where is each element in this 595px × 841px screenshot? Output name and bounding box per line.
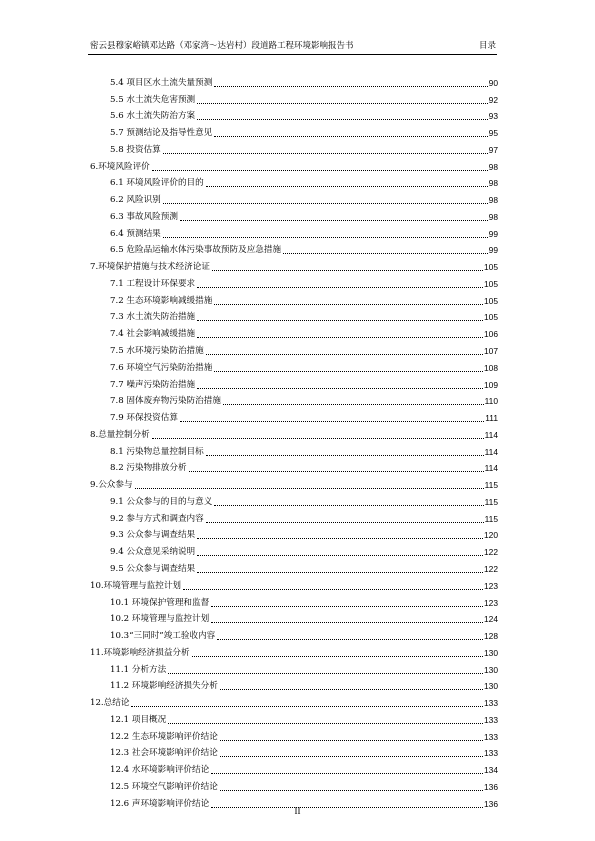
toc-entry-page: 90 bbox=[488, 77, 498, 88]
toc-entry-page: 115 bbox=[484, 496, 498, 507]
toc-entry[interactable] bbox=[88, 625, 498, 642]
toc-entry[interactable] bbox=[88, 357, 498, 374]
toc-entry[interactable] bbox=[88, 173, 498, 190]
toc-entry-title: 9.公众参与 bbox=[90, 480, 133, 491]
toc-entry[interactable] bbox=[88, 525, 498, 542]
toc-entry-title: 7.3 水土流失防治措施 bbox=[110, 312, 196, 323]
dot-leader bbox=[217, 638, 483, 640]
toc-entry[interactable] bbox=[88, 290, 498, 307]
toc-entry-page: 123 bbox=[484, 580, 498, 591]
toc-entry-page: 124 bbox=[484, 614, 498, 625]
toc-entry-title: 7.4 社会影响减缓措施 bbox=[110, 329, 196, 340]
dot-leader bbox=[180, 420, 484, 422]
toc-entry-title: 9.1 公众参与的目的与意义 bbox=[110, 496, 213, 507]
toc-entry-page: 136 bbox=[484, 798, 498, 809]
toc-entry-page: 115 bbox=[484, 480, 498, 491]
toc-entry-title: 12.6 声环境影响评价结论 bbox=[110, 798, 210, 809]
dot-leader bbox=[168, 672, 483, 674]
toc-entry-title: 10.环境管理与监控计划 bbox=[90, 580, 182, 591]
toc-entry-page: 97 bbox=[488, 144, 498, 155]
toc-entry-title: 10.3“三同时”竣工验收内容 bbox=[110, 631, 216, 642]
toc-entry-page: 114 bbox=[484, 446, 498, 457]
dot-leader bbox=[192, 655, 483, 657]
toc-entry[interactable] bbox=[88, 139, 498, 156]
dot-leader bbox=[183, 588, 483, 590]
toc-entry[interactable] bbox=[88, 307, 498, 324]
toc-entry-page: 99 bbox=[488, 228, 498, 239]
dot-leader bbox=[206, 353, 483, 355]
toc-entry-page: 130 bbox=[484, 681, 498, 692]
toc-entry-title: 7.2 生态环境影响减缓措施 bbox=[110, 295, 213, 306]
dot-leader bbox=[197, 537, 483, 539]
toc-entry-title: 5.6 水土流失防治方案 bbox=[110, 111, 196, 122]
toc-entry-page: 105 bbox=[484, 312, 498, 323]
toc-entry-page: 95 bbox=[488, 128, 498, 139]
toc-entry-title: 12.4 水环境影响评价结论 bbox=[110, 765, 210, 776]
toc-entry-page: 114 bbox=[484, 429, 498, 440]
dot-leader bbox=[197, 319, 483, 321]
toc-entry[interactable] bbox=[88, 776, 498, 793]
dot-leader bbox=[197, 336, 483, 338]
toc-entry[interactable] bbox=[88, 458, 498, 475]
dot-leader bbox=[220, 755, 483, 757]
dot-leader bbox=[197, 118, 488, 120]
toc-entry-page: 130 bbox=[484, 664, 498, 675]
toc-entry-page: 99 bbox=[488, 245, 498, 256]
toc-entry[interactable] bbox=[88, 558, 498, 575]
toc-entry-title: 12.3 社会环境影响评价结论 bbox=[110, 748, 218, 759]
dot-leader bbox=[211, 772, 483, 774]
table-of-contents bbox=[88, 72, 498, 810]
dot-leader bbox=[197, 554, 483, 556]
toc-entry[interactable] bbox=[88, 189, 498, 206]
dot-leader bbox=[163, 152, 488, 154]
toc-entry-title: 7.6 环境空气污染防治措施 bbox=[110, 362, 213, 373]
toc-entry-title: 6.4 预测结果 bbox=[110, 228, 161, 239]
toc-entry-page: 106 bbox=[484, 329, 498, 340]
toc-entry-title: 12.总结论 bbox=[90, 698, 130, 709]
toc-entry-page: 98 bbox=[488, 178, 498, 189]
toc-entry[interactable] bbox=[88, 72, 498, 89]
toc-entry-page: 122 bbox=[484, 547, 498, 558]
toc-entry-page: 136 bbox=[484, 781, 498, 792]
toc-entry-page: 122 bbox=[484, 563, 498, 574]
dot-leader bbox=[214, 370, 483, 372]
toc-entry-title: 12.1 项目概况 bbox=[110, 714, 167, 725]
toc-entry-page: 105 bbox=[484, 262, 498, 273]
toc-entry[interactable] bbox=[88, 340, 498, 357]
dot-leader bbox=[197, 571, 483, 573]
toc-entry-title: 7.5 水环境污染防治措施 bbox=[110, 346, 204, 357]
toc-entry-page: 98 bbox=[488, 161, 498, 172]
toc-entry-page: 120 bbox=[484, 530, 498, 541]
dot-leader bbox=[214, 85, 487, 87]
toc-entry[interactable] bbox=[88, 206, 498, 223]
toc-entry-title: 7.环境保护措施与技术经济论证 bbox=[90, 262, 210, 273]
toc-entry-page: 98 bbox=[488, 195, 498, 206]
dot-leader bbox=[152, 169, 488, 171]
toc-entry-title: 7.7 噪声污染防治措施 bbox=[110, 379, 196, 390]
toc-entry-title: 11.2 环境影响经济损失分析 bbox=[110, 681, 218, 692]
toc-entry-title: 5.4 项目区水土流失量预测 bbox=[110, 77, 213, 88]
dot-leader bbox=[180, 219, 488, 221]
toc-entry-title: 8.2 污染物排放分析 bbox=[110, 463, 187, 474]
toc-entry-page: 105 bbox=[484, 295, 498, 306]
toc-entry-title: 7.1 工程设计环保要求 bbox=[110, 278, 196, 289]
dot-leader bbox=[211, 605, 483, 607]
toc-entry[interactable] bbox=[88, 106, 498, 123]
toc-entry[interactable] bbox=[88, 726, 498, 743]
toc-entry-page: 111 bbox=[485, 413, 498, 424]
toc-entry[interactable] bbox=[88, 575, 498, 592]
toc-entry[interactable] bbox=[88, 541, 498, 558]
toc-entry[interactable] bbox=[88, 709, 498, 726]
toc-entry[interactable] bbox=[88, 759, 498, 776]
toc-entry-page: 107 bbox=[484, 346, 498, 357]
toc-entry-title: 9.5 公众参与调查结果 bbox=[110, 563, 196, 574]
toc-entry[interactable] bbox=[88, 692, 498, 709]
toc-entry[interactable] bbox=[88, 441, 498, 458]
dot-leader bbox=[152, 437, 484, 439]
dot-leader bbox=[135, 487, 484, 489]
toc-entry-title: 10.1 环境保护管理和监督 bbox=[110, 597, 210, 608]
toc-entry[interactable] bbox=[88, 240, 498, 257]
toc-entry[interactable] bbox=[88, 374, 498, 391]
toc-entry[interactable] bbox=[88, 391, 498, 408]
toc-entry[interactable] bbox=[88, 642, 498, 659]
toc-entry[interactable] bbox=[88, 407, 498, 424]
toc-entry-page: 98 bbox=[488, 211, 498, 222]
toc-entry-title: 8.1 污染物总量控制目标 bbox=[110, 446, 204, 457]
dot-leader bbox=[197, 387, 483, 389]
toc-entry-page: 133 bbox=[484, 731, 498, 742]
dot-leader bbox=[189, 470, 484, 472]
page-number: II bbox=[294, 806, 301, 816]
toc-entry-page: 105 bbox=[484, 278, 498, 289]
section-name: 目录 bbox=[478, 41, 496, 51]
toc-entry[interactable] bbox=[88, 609, 498, 626]
toc-entry-page: 109 bbox=[484, 379, 498, 390]
toc-entry-page: 134 bbox=[484, 765, 498, 776]
dot-leader bbox=[214, 303, 483, 305]
dot-leader bbox=[131, 705, 483, 707]
dot-leader bbox=[220, 688, 483, 690]
toc-entry-title: 5.5 水土流失危害预测 bbox=[110, 94, 196, 105]
toc-entry-title: 10.2 环境管理与监控计划 bbox=[110, 614, 210, 625]
toc-entry-page: 110 bbox=[484, 396, 498, 407]
toc-entry[interactable] bbox=[88, 256, 498, 273]
dot-leader bbox=[197, 102, 488, 104]
toc-entry-title: 6.1 环境风险评价的目的 bbox=[110, 178, 204, 189]
toc-entry-page: 123 bbox=[484, 597, 498, 608]
toc-entry[interactable] bbox=[88, 122, 498, 139]
toc-entry-page: 108 bbox=[484, 362, 498, 373]
toc-entry-title: 6.2 风险识别 bbox=[110, 195, 161, 206]
toc-entry-title: 5.7 预测结论及指导性意见 bbox=[110, 128, 213, 139]
toc-entry-title: 9.4 公众意见采纳说明 bbox=[110, 547, 196, 558]
toc-entry[interactable] bbox=[88, 424, 498, 441]
toc-entry-page: 93 bbox=[488, 111, 498, 122]
dot-leader bbox=[206, 185, 488, 187]
toc-entry[interactable] bbox=[88, 659, 498, 676]
dot-leader bbox=[283, 252, 488, 254]
toc-entry[interactable] bbox=[88, 474, 498, 491]
toc-entry-title: 6.5 危险品运输水体污染事故预防及应急措施 bbox=[110, 245, 282, 256]
dot-leader bbox=[197, 286, 483, 288]
dot-leader bbox=[206, 454, 484, 456]
toc-entry-title: 9.2 参与方式和调查内容 bbox=[110, 513, 204, 524]
dot-leader bbox=[220, 789, 483, 791]
toc-entry[interactable] bbox=[88, 676, 498, 693]
document-title: 密云县穆家峪镇邓达路（邓家湾～达岩村）段道路工程环境影响报告书 bbox=[90, 41, 354, 51]
toc-entry-title: 11.环境影响经济损益分析 bbox=[90, 647, 190, 658]
toc-entry-page: 92 bbox=[488, 94, 498, 105]
dot-leader bbox=[163, 236, 488, 238]
dot-leader bbox=[168, 722, 483, 724]
toc-entry-page: 133 bbox=[484, 714, 498, 725]
toc-entry-title: 5.8 投资估算 bbox=[110, 144, 161, 155]
dot-leader bbox=[223, 403, 484, 405]
dot-leader bbox=[214, 135, 487, 137]
dot-leader bbox=[212, 269, 483, 271]
dot-leader bbox=[214, 504, 483, 506]
toc-entry[interactable] bbox=[88, 89, 498, 106]
toc-entry[interactable] bbox=[88, 223, 498, 240]
toc-entry[interactable] bbox=[88, 743, 498, 760]
toc-entry[interactable] bbox=[88, 491, 498, 508]
toc-entry-title: 8.总量控制分析 bbox=[90, 429, 150, 440]
toc-entry[interactable] bbox=[88, 156, 498, 173]
toc-entry-title: 7.9 环保投资估算 bbox=[110, 413, 178, 424]
toc-entry-title: 6.3 事故风险预测 bbox=[110, 211, 178, 222]
toc-entry-title: 6.环境风险评价 bbox=[90, 161, 150, 172]
toc-entry-page: 115 bbox=[484, 513, 498, 524]
toc-entry[interactable] bbox=[88, 592, 498, 609]
toc-entry-title: 12.2 生态环境影响评价结论 bbox=[110, 731, 218, 742]
toc-entry-title: 7.8 固体废弃物污染防治措施 bbox=[110, 396, 221, 407]
toc-entry-title: 9.3 公众参与调查结果 bbox=[110, 530, 196, 541]
toc-entry[interactable] bbox=[88, 323, 498, 340]
toc-entry-title: 12.5 环境空气影响评价结论 bbox=[110, 781, 218, 792]
dot-leader bbox=[211, 621, 483, 623]
page-header bbox=[88, 40, 497, 55]
toc-entry[interactable] bbox=[88, 508, 498, 525]
toc-entry-page: 133 bbox=[484, 748, 498, 759]
dot-leader bbox=[220, 739, 483, 741]
toc-entry-page: 114 bbox=[484, 463, 498, 474]
toc-entry-title: 11.1 分析方法 bbox=[110, 664, 167, 675]
toc-entry-page: 133 bbox=[484, 698, 498, 709]
dot-leader bbox=[163, 202, 488, 204]
toc-entry-page: 130 bbox=[484, 647, 498, 658]
toc-entry-page: 128 bbox=[484, 631, 498, 642]
toc-entry[interactable] bbox=[88, 273, 498, 290]
dot-leader bbox=[206, 521, 484, 523]
